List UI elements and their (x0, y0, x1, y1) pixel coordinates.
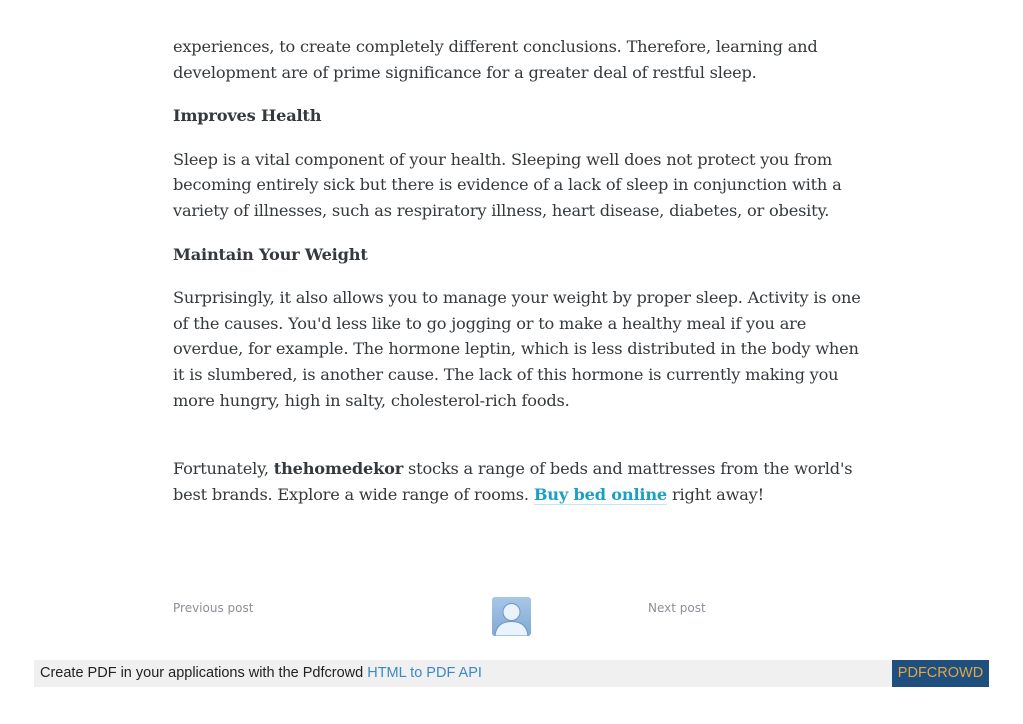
section-body-improves-health: Sleep is a vital component of your health. Sleeping well does not protect you from becoming entirely sick but there is evidence of a lack of sleep in conjunction with a variety of illnesses, such as respiratory illness, heart disease, diabetes, or obesity. (173, 149, 842, 220)
next-post-link[interactable]: Next post (648, 601, 706, 615)
closing-prefix: Fortunately, (173, 459, 274, 479)
section-body-maintain-weight: Surprisingly, it also allows you to manage your weight by proper sleep. Activity is one of the causes. You'd less like to go jogging or to make a healthy meal if you are overdue, for example. The hormone leptin, which is less distributed in the body when it is slumbered, is another cause. The lack of this hormone is currently making you more hungry, high in salty, cholesterol-rich foods. (173, 288, 861, 410)
section-heading-maintain-weight: Maintain Your Weight (173, 244, 368, 264)
closing-paragraph (173, 456, 863, 507)
pdfcrowd-footer-message: Create PDF in your applications with the Pdfcrowd (40, 665, 368, 681)
closing-suffix: right away! (667, 484, 764, 504)
section-heading-improves-health: Improves Health (173, 106, 322, 126)
brand-name: thehomedekor (273, 459, 404, 479)
default-user-avatar-icon (492, 597, 531, 636)
intro-paragraph: experiences, to create completely different conclusions. Therefore, learning and development are of prime significance for a greater deal of restful sleep. (173, 37, 818, 82)
html-to-pdf-api-link[interactable]: HTML to PDF API (367, 665, 482, 681)
pdfcrowd-footer (34, 660, 989, 687)
previous-post-link[interactable]: Previous post (173, 601, 254, 615)
post-navigation (0, 597, 1023, 637)
pdfcrowd-footer-text (40, 665, 482, 681)
buy-bed-online-link[interactable]: Buy bed online (533, 484, 668, 504)
pdfcrowd-badge[interactable]: PDFCROWD (892, 660, 989, 687)
article-body (173, 34, 863, 507)
closing-middle: stocks a range of beds and mattresses from the world's best brands. Explore a wide range of rooms. (173, 459, 853, 504)
